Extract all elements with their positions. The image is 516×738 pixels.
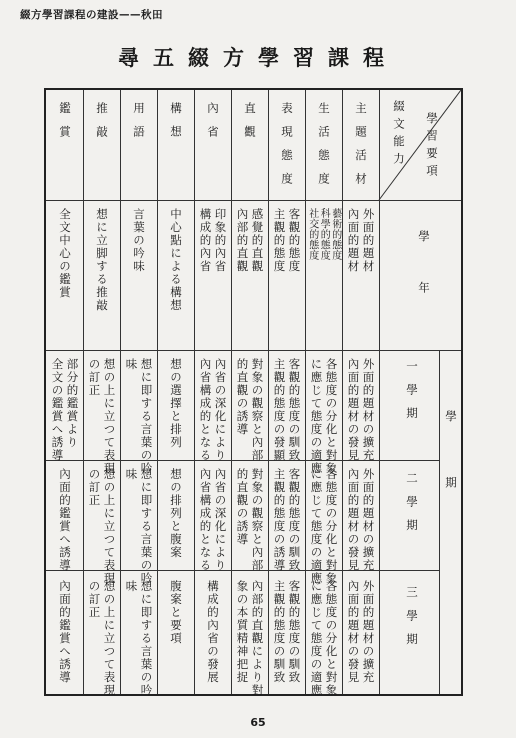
cell-line: 的直觀の誘導 xyxy=(235,358,250,436)
cell-line: 用語 xyxy=(132,102,146,149)
cell-line: 全文の鑑賞へ誘導 xyxy=(50,358,65,462)
cell-line: 外面的題材の擴充 xyxy=(361,358,376,462)
cell-line: 部分的鑑賞より xyxy=(65,358,80,449)
cell-line: 鑑賞 xyxy=(58,102,72,149)
cell-line: 內面的題材の發見 xyxy=(346,468,361,572)
table-cell xyxy=(50,358,80,462)
cell-line: 想に即する言葉の吟 xyxy=(139,468,154,585)
table-cell xyxy=(309,358,339,475)
col-divider xyxy=(439,350,440,694)
table-cell xyxy=(87,468,117,585)
table-cell xyxy=(346,208,376,344)
table-cell xyxy=(57,468,72,572)
table-cell xyxy=(124,358,154,475)
cell-line: 想の選擇と排列 xyxy=(169,358,183,449)
ability-label xyxy=(316,102,331,194)
table-cell xyxy=(87,358,117,475)
header-term-3: 三學期 xyxy=(405,586,419,657)
cell-line: 客觀的態度 xyxy=(287,208,302,273)
cell-line: 內面的鑑賞へ誘導 xyxy=(58,468,72,572)
table-cell xyxy=(235,468,265,572)
cell-line: 腹案と要項 xyxy=(169,580,183,645)
header-learning-items: 學習要項 xyxy=(425,112,439,182)
cell-line: の訂正 xyxy=(87,468,102,507)
cell-line: 想に立脚する推敲 xyxy=(95,208,109,312)
cell-line: 感覺的直觀 xyxy=(250,208,265,273)
table-cell xyxy=(309,468,339,585)
running-header: 綴方學習課程の建設——秋田 xyxy=(20,9,163,21)
cell-line: 內部的直觀により對 xyxy=(250,580,265,697)
cell-line: 表現態度 xyxy=(280,102,294,196)
cell-line: 中心點による構想 xyxy=(169,208,183,312)
cell-line: 味 xyxy=(124,468,139,481)
cell-line: 內省構成的となる xyxy=(198,468,213,572)
cell-line: 內面的題材 xyxy=(346,208,361,273)
cell-line: 想の上に立つて表現 xyxy=(102,358,117,475)
table-cell xyxy=(309,580,339,697)
ability-label xyxy=(279,102,294,194)
table-cell xyxy=(131,208,146,344)
cell-line: 全文中心の鑑賞 xyxy=(58,208,72,299)
cell-line: 客觀的態度の馴致 xyxy=(287,580,302,684)
cell-line: 內省の深化により xyxy=(213,468,228,572)
cell-line: 想の排列と腹案 xyxy=(169,468,183,559)
table-cell xyxy=(235,580,265,697)
cell-line: 想に即する言葉の吟 xyxy=(139,358,154,475)
cell-line: 想に即する言葉の吟 xyxy=(139,580,154,697)
table-cell xyxy=(235,208,265,344)
cell-line: 構成的內省 xyxy=(198,208,213,273)
cell-line: 內面的題材の發見 xyxy=(346,358,361,462)
table-cell xyxy=(124,468,154,585)
cell-line: 內部的直觀 xyxy=(235,208,250,273)
cell-line: 各態度の分化と對象 xyxy=(324,358,339,475)
cell-line: に應じて態度の適應 xyxy=(309,468,324,585)
cell-line: の訂正 xyxy=(87,580,102,619)
cell-line: 印象的內省 xyxy=(213,208,228,273)
cell-line: 內面的題材の發見 xyxy=(346,580,361,684)
ability-label xyxy=(205,102,220,194)
cell-line: 社交的態度 xyxy=(306,208,318,261)
header-term-group: 學期 xyxy=(444,410,458,543)
cell-line: 想の上に立つて表現 xyxy=(102,580,117,697)
cell-line: 象の本質精神把捉 xyxy=(235,580,250,684)
cell-line: 的直觀の誘導 xyxy=(235,468,250,546)
table-cell xyxy=(168,208,183,344)
page-title: 尋五綴方學習課程 xyxy=(118,45,398,70)
cell-line: 生活態度 xyxy=(317,102,331,196)
cell-line: 內面的鑑賞へ誘導 xyxy=(58,580,72,684)
cell-line: 味 xyxy=(124,358,139,371)
cell-line: 外面的題材 xyxy=(361,208,376,273)
ability-label xyxy=(353,102,368,194)
ability-label xyxy=(94,102,109,194)
cell-line: 內省構成的となる xyxy=(198,358,213,462)
ability-label xyxy=(131,102,146,194)
cell-line: 客觀的態度の馴致 xyxy=(287,468,302,572)
cell-line: 外面的題材の擴充 xyxy=(361,580,376,684)
table-cell xyxy=(94,208,109,344)
cell-line: 言葉の吟味 xyxy=(132,208,146,273)
ability-label xyxy=(57,102,72,194)
table-cell xyxy=(57,208,72,344)
table-cell xyxy=(272,468,302,572)
cell-line: 科學的態度 xyxy=(318,208,330,261)
table-cell xyxy=(124,580,154,697)
table-cell xyxy=(346,580,376,690)
table-cell xyxy=(272,358,302,462)
cell-line: 內省 xyxy=(206,102,220,149)
cell-line: 藝術的態度 xyxy=(329,208,341,261)
table-cell xyxy=(272,208,302,344)
header-composition-ability: 綴文能力 xyxy=(392,100,406,170)
header-term-2: 二學期 xyxy=(405,472,419,543)
table-cell xyxy=(272,580,302,690)
cell-line: 主觀的態度の誘導 xyxy=(272,468,287,572)
cell-line: 主觀的態度 xyxy=(272,208,287,273)
cell-line: 直觀 xyxy=(243,102,257,149)
cell-line: 想の上に立つて表現 xyxy=(102,468,117,585)
table-cell xyxy=(235,358,265,462)
cell-line: 主觀的態度の發顯 xyxy=(272,358,287,462)
table-cell xyxy=(168,580,183,690)
table-cell xyxy=(205,580,220,690)
cell-line: 各態度の分化と對象 xyxy=(324,468,339,585)
table-cell xyxy=(168,358,183,456)
cell-line: 客觀的態度の馴致 xyxy=(287,358,302,462)
cell-line: 對象の觀察と內部 xyxy=(250,358,265,462)
cell-line: 構想 xyxy=(169,102,183,149)
cell-line: 推敲 xyxy=(95,102,109,149)
cell-line: 對象の觀察と內部 xyxy=(250,468,265,572)
table-cell xyxy=(346,358,376,462)
table-cell xyxy=(198,358,228,462)
ability-label xyxy=(168,102,183,194)
table-cell xyxy=(87,580,117,697)
cell-line: 各態度の分化と對象 xyxy=(324,580,339,697)
cell-line: 外面的題材の擴充 xyxy=(361,468,376,572)
table-cell xyxy=(306,208,341,344)
cell-line: 構成的內省の發展 xyxy=(206,580,220,684)
row-divider xyxy=(46,200,461,201)
cell-line: 主觀的態度の馴致 xyxy=(272,580,287,684)
table-cell xyxy=(57,580,72,690)
curriculum-table xyxy=(44,88,463,696)
page-number: 65 xyxy=(250,716,266,729)
cell-line: の訂正 xyxy=(87,358,102,397)
cell-line: 味 xyxy=(124,580,139,593)
cell-line: に應じて態度の適應 xyxy=(309,358,324,475)
table-cell xyxy=(346,468,376,572)
cell-line: 內省の深化により xyxy=(213,358,228,462)
cell-line: 主題活材 xyxy=(354,102,368,196)
header-term-1: 一學期 xyxy=(405,360,419,431)
header-grade: 學年 xyxy=(417,230,431,333)
ability-label xyxy=(242,102,257,194)
row-divider xyxy=(46,350,461,351)
table-cell xyxy=(198,208,228,344)
table-cell xyxy=(198,468,228,572)
table-cell xyxy=(168,468,183,566)
cell-line: に應じて態度の適應 xyxy=(309,580,324,697)
